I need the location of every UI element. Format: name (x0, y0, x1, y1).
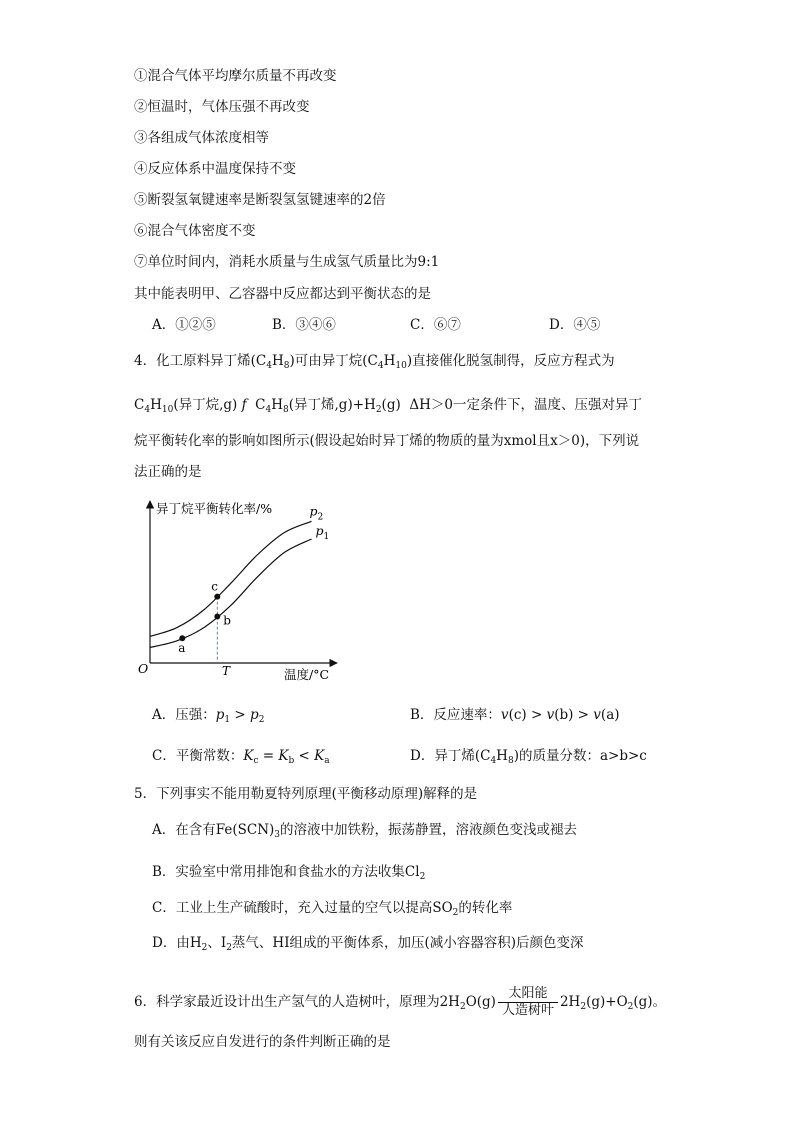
q5-option-b[interactable]: B．实验室中常用排饱和食盐水的方法收集$Cl_2$ (152, 864, 426, 882)
q5-option-c-post: 的转化率 (458, 900, 513, 916)
q5-option-b-text: B．实验室中常用排饱和食盐水的方法收集Cl (152, 864, 420, 880)
q5-option-d-pre: D．由H (152, 935, 202, 951)
series-p2-label (310, 503, 324, 522)
eq-product: (异丁烯,g)+ (288, 397, 365, 413)
statement-2: ②恒温时，气体压强不再改变 (134, 99, 310, 115)
q4-line1-pre: 4．化工原料异丁烯( (134, 353, 256, 369)
conversion-chart (132, 493, 352, 683)
q4-line3: 烷平衡转化率的影响如图所示(假设起始时异丁烯的物质的量为xmol且x＞0)，下列说 (134, 433, 640, 449)
series-p1-line (150, 539, 312, 648)
q6-line2: 则有关该反应自发进行的条件判断正确的是 (134, 1034, 391, 1050)
series-p1-label-sub: 1 (323, 532, 330, 542)
q3-option-a[interactable]: A．①②⑤ (152, 317, 216, 333)
eq-reactant: (异丁烷,g) (173, 397, 238, 413)
q5-option-a[interactable]: A．在含有$Fe(SCN)_3$的溶液中加铁粉，振荡静置，溶液颜色变浅或褪去 (152, 822, 578, 840)
series-p1-label-main: p (315, 523, 324, 538)
y-axis-label: 异丁烷平衡转化率/% (156, 501, 273, 516)
point-c-label: c (211, 579, 219, 594)
eq-tail: 一定条件下，温度、压强对异丁 (452, 397, 642, 413)
q4-option-d[interactable]: D．异丁烯$(C_4H_8)$的质量分数：a>b>c (410, 748, 647, 766)
q5-option-a-pre: A．在含有Fe(SCN) (152, 822, 275, 838)
series-p2-label-sub: 2 (317, 512, 324, 523)
q3-option-d[interactable]: D．④⑤ (549, 317, 601, 333)
point-b-label: b (223, 613, 231, 628)
q3-option-c[interactable]: C．⑥⑦ (410, 317, 461, 333)
q6-line1: 6．科学家最近设计出生产氢气的人造树叶，原理为$2H_2O(g)$ $\frac{\text{太阳能}}{\text{人造树叶}}$ $2H_2(g)+O_2(g)$。 (134, 986, 667, 1018)
q4-option-a-label: A．压强： (152, 707, 216, 723)
q4-option-d-pre: D．异丁烯( (410, 748, 481, 764)
statement-1: ①混合气体平均摩尔质量不再改变 (134, 68, 337, 84)
q5-option-d-mid: 、I (207, 935, 227, 951)
q5-option-c-pre: C．工业上生产硫酸时，充入过量的空气以提高SO (152, 900, 453, 916)
eq-arrow-glyph: f (241, 397, 247, 413)
q5-option-c[interactable]: C．工业上生产硫酸时，充入过量的空气以提高$SO_2$的转化率 (152, 900, 513, 918)
series-p2-label-main: p (309, 503, 318, 519)
statement-4: ④反应体系中温度保持不变 (134, 161, 296, 177)
q5-option-d[interactable]: D．由$H_2$、$I_2$蒸气、HI组成的平衡体系，加压(减小容器容积)后颜色变深 (152, 935, 584, 953)
x-tick-t: T (222, 664, 231, 678)
statement-6: ⑥混合气体密度不变 (134, 223, 256, 239)
x-axis-label: 温度/°C (284, 667, 330, 682)
q3-option-b[interactable]: B．③④⑥ (272, 317, 336, 333)
statement-3: ③各组成气体浓度相等 (134, 130, 269, 146)
point-c (214, 594, 220, 600)
q4-option-d-post: )的质量分数：a>b>c (513, 748, 647, 764)
q4-line4: 法正确的是 (134, 464, 202, 480)
statement-5: ⑤断裂氢氧键速率是断裂氢氢键速率的2倍 (134, 192, 386, 208)
frac-top: 太阳能 (498, 986, 558, 1003)
statement-7: ⑦单位时间内，消耗水质量与生成氢气质量比为9:1 (134, 254, 440, 270)
q4-line1-mid2: )直接催化脱氢制得，反应方程式为 (406, 353, 615, 369)
frac-bottom: 人造树叶 (501, 1003, 554, 1018)
q4-equation: $C_4H_{10}$(异丁烷,g) f $C_4H_8$(异丁烯$,g)+H_2(g)$ ΔH＞0一定条件下，温度、压强对异丁 (134, 397, 642, 415)
eq-delta-h: ΔH＞0 (409, 397, 453, 413)
point-a-label: a (178, 641, 186, 656)
q4-option-b-label: B．反应速率： (410, 707, 501, 723)
q4-line1-mid1: )可由异丁烷( (289, 353, 368, 369)
origin-label: O (138, 661, 149, 676)
q4-option-c[interactable]: C．平衡常数：$K_c = K_b < K_a$ (152, 748, 330, 766)
series-p1-label (316, 523, 330, 542)
q5-option-d-post: 蒸气、HI组成的平衡体系，加压(减小容器容积)后颜色变深 (231, 935, 584, 951)
q6-line1-text: 6．科学家最近设计出生产氢气的人造树叶，原理为 (134, 994, 440, 1010)
point-b (214, 614, 220, 620)
q5-question: 5．下列事实不能用勒夏特列原理(平衡移动原理)解释的是 (134, 786, 478, 802)
q4-option-b[interactable]: B．反应速率：v(c) > v(b) > v(a) (410, 707, 620, 723)
reaction-condition-fraction (498, 986, 558, 1019)
q5-option-a-post: 的溶液中加铁粉，振荡静置，溶液颜色变浅或褪去 (280, 822, 578, 838)
eq-h2-state: (g) (381, 397, 401, 413)
q4-option-c-label: C．平衡常数： (152, 748, 244, 764)
q4-line1: 4．化工原料异丁烯$(C_4H_8)$可由异丁烷$(C_4H_{10})$直接催化脱氢制得，反应方程式为 (134, 353, 615, 371)
q4-option-a[interactable]: A．压强：$p_1 > p_2$ (152, 707, 265, 725)
q3-question: 其中能表明甲、乙容器中反应都达到平衡状态的是 (134, 286, 431, 302)
